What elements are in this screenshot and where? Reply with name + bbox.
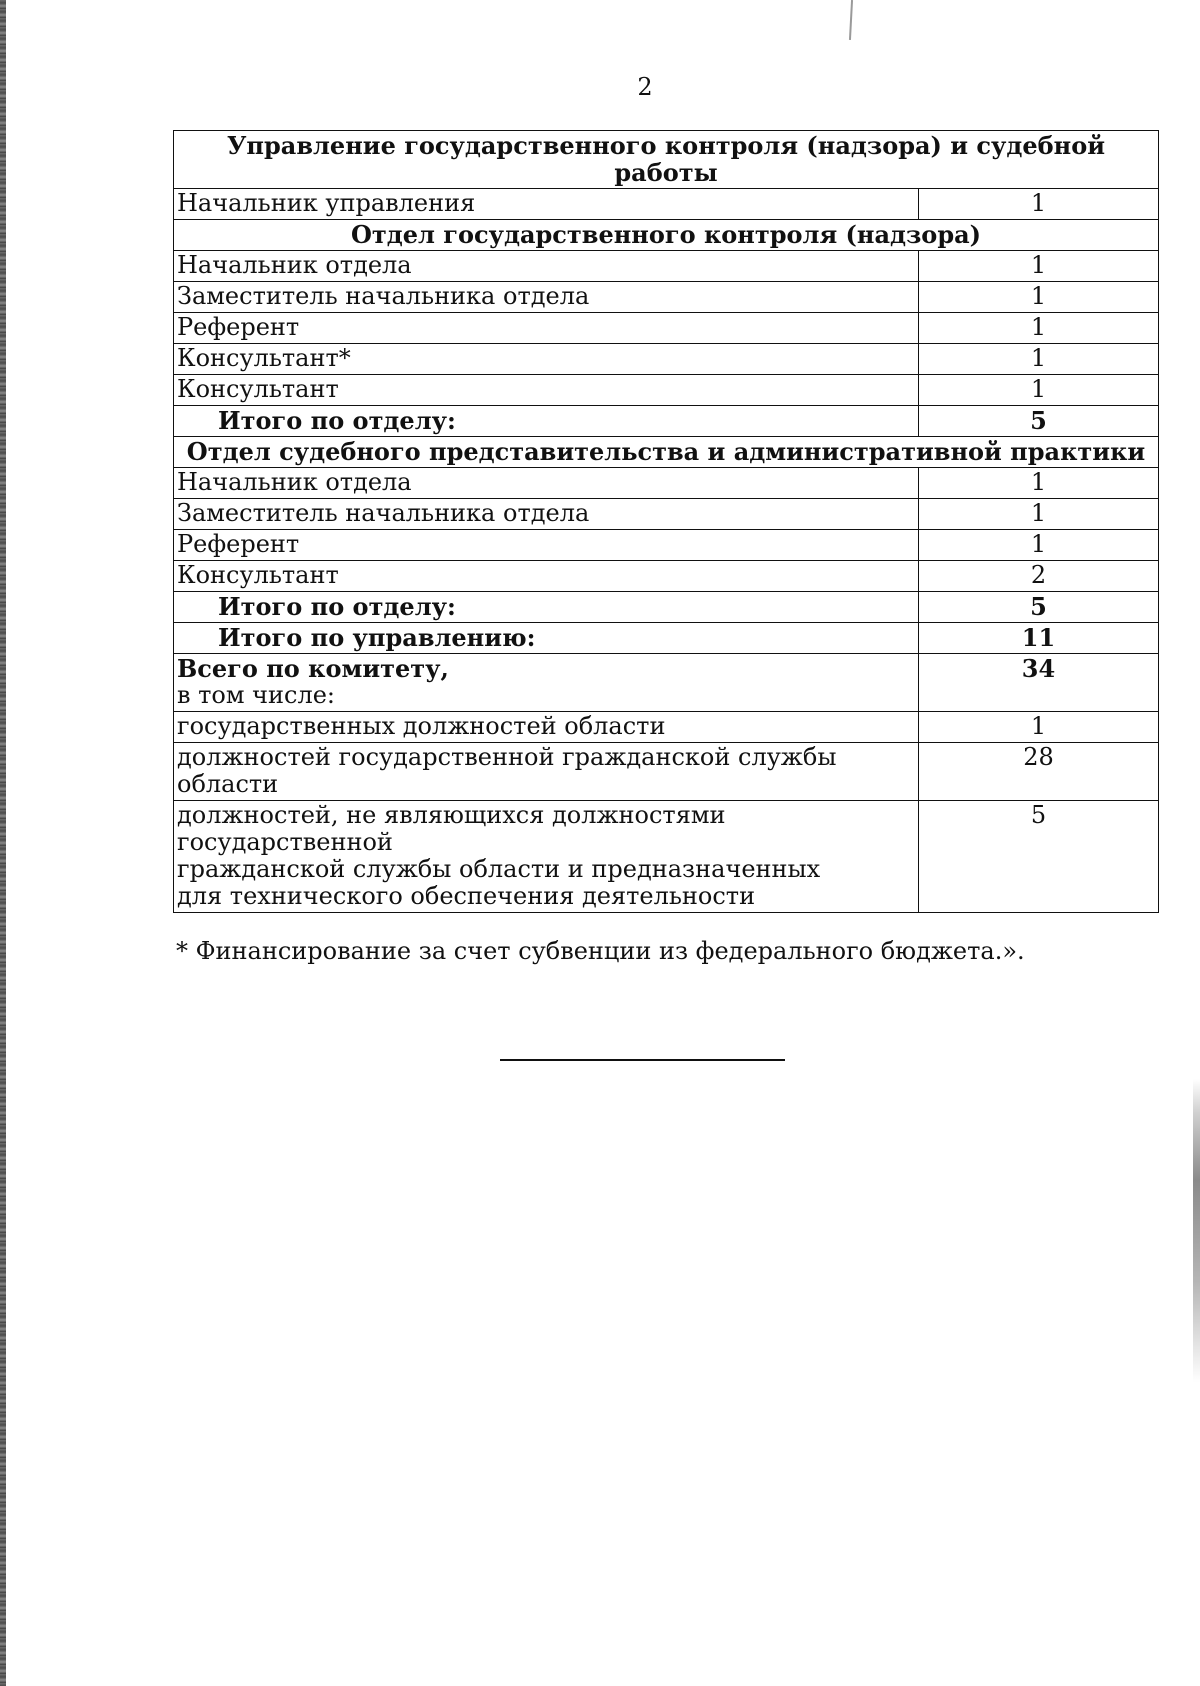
section-1-title: Управление государственного контроля (надзора) и судебной работы	[174, 131, 1159, 189]
table-row	[174, 530, 1159, 561]
position-count: 1	[919, 313, 1159, 344]
table-row	[174, 375, 1159, 406]
breakdown-line: должностей, не являющихся должностями государственной	[177, 801, 726, 856]
position-name: Начальник отдела	[174, 251, 919, 282]
department-total-label: Итого по отделу:	[174, 592, 919, 623]
section-3-heading-row	[174, 437, 1159, 468]
position-name: Референт	[174, 313, 919, 344]
position-name: Референт	[174, 530, 919, 561]
breakdown-value: 28	[919, 743, 1159, 801]
position-name: Заместитель начальника отдела	[174, 499, 919, 530]
table-row	[174, 282, 1159, 313]
table-row	[174, 468, 1159, 499]
table-row	[174, 561, 1159, 592]
position-count: 1	[919, 499, 1159, 530]
management-total-value: 11	[919, 623, 1159, 654]
department-total-row	[174, 592, 1159, 623]
page-number: 2	[637, 73, 653, 101]
position-name: Заместитель начальника отдела	[174, 282, 919, 313]
breakdown-value: 5	[919, 801, 1159, 913]
position-count: 1	[919, 530, 1159, 561]
position-count: 2	[919, 561, 1159, 592]
scan-left-edge	[0, 0, 6, 1686]
table-row	[174, 743, 1159, 801]
department-total-row	[174, 406, 1159, 437]
table-row	[174, 712, 1159, 743]
committee-total-value: 34	[919, 654, 1159, 712]
position-name: Начальник управления	[174, 189, 919, 220]
scan-right-edge	[1193, 0, 1200, 1686]
committee-total-label: Всего по комитету,	[177, 654, 449, 683]
committee-total-row	[174, 654, 1159, 712]
section-3-title: Отдел судебного представительства и административной практики	[174, 437, 1159, 468]
scan-mark	[849, 0, 853, 40]
table-row	[174, 313, 1159, 344]
section-1-heading-row	[174, 131, 1159, 189]
footnote: * Финансирование за счет субвенции из федерального бюджета.».	[176, 937, 1025, 965]
table-row	[174, 801, 1159, 913]
table-row	[174, 189, 1159, 220]
table-row	[174, 344, 1159, 375]
table-row	[174, 499, 1159, 530]
breakdown-name: должностей государственной гражданской службы области	[174, 743, 919, 801]
breakdown-line: гражданской службы области и предназначенных	[177, 855, 821, 883]
position-count: 1	[919, 189, 1159, 220]
position-count: 1	[919, 282, 1159, 313]
management-total-row	[174, 623, 1159, 654]
section-2-title: Отдел государственного контроля (надзора)	[174, 220, 1159, 251]
staff-table	[173, 130, 1159, 913]
committee-total-sublabel: в том числе:	[177, 681, 336, 709]
breakdown-value: 1	[919, 712, 1159, 743]
position-count: 1	[919, 375, 1159, 406]
department-total-label: Итого по отделу:	[174, 406, 919, 437]
position-count: 1	[919, 251, 1159, 282]
department-total-value: 5	[919, 592, 1159, 623]
breakdown-name-multiline	[174, 801, 919, 913]
breakdown-line: для технического обеспечения деятельности	[177, 882, 756, 910]
position-name: Консультант	[174, 561, 919, 592]
closing-rule	[500, 1059, 785, 1061]
section-2-heading-row	[174, 220, 1159, 251]
management-total-label: Итого по управлению:	[174, 623, 919, 654]
breakdown-name: государственных должностей области	[174, 712, 919, 743]
table-row	[174, 251, 1159, 282]
committee-total-cell	[174, 654, 919, 712]
position-count: 1	[919, 468, 1159, 499]
position-count: 1	[919, 344, 1159, 375]
department-total-value: 5	[919, 406, 1159, 437]
position-name: Консультант	[174, 375, 919, 406]
position-name: Начальник отдела	[174, 468, 919, 499]
position-name: Консультант*	[174, 344, 919, 375]
